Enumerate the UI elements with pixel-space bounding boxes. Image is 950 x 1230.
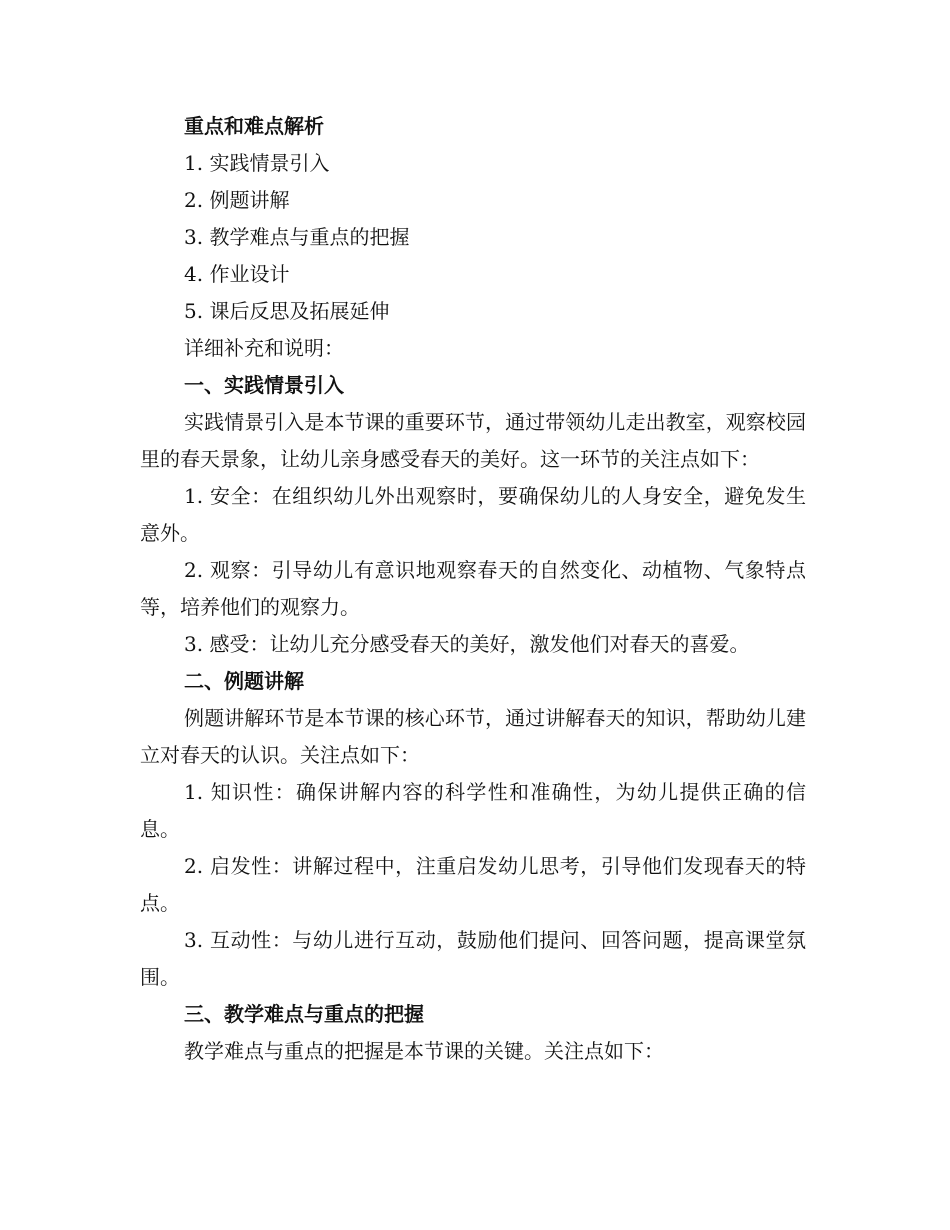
page-heading: 重点和难点解析	[184, 114, 324, 138]
outline-item: 3. 教学难点与重点的把握	[184, 225, 410, 249]
outline-item: 5. 课后反思及拓展延伸	[184, 299, 390, 323]
section-point: 2. 启发性：讲解过程中，注重启发幼儿思考，引导他们发现春天的特点。	[140, 854, 806, 915]
intro-text: 详细补充和说明：	[184, 336, 344, 360]
section-paragraph: 例题讲解环节是本节课的核心环节，通过讲解春天的知识，帮助幼儿建立对春天的认识。关注点如下：	[140, 706, 806, 767]
section-paragraph: 教学难点与重点的把握是本节课的关键。关注点如下：	[184, 1039, 664, 1063]
outline-item: 1. 实践情景引入	[184, 151, 330, 175]
section-title: 三、教学难点与重点的把握	[184, 1002, 424, 1026]
section-title: 一、实践情景引入	[184, 373, 344, 397]
section-point: 1. 安全：在组织幼儿外出观察时，要确保幼儿的人身安全，避免发生意外。	[140, 484, 806, 545]
document-body	[140, 108, 806, 1070]
section-point: 3. 互动性：与幼儿进行互动，鼓励他们提问、回答问题，提高课堂氛围。	[140, 928, 806, 989]
outline-item: 4. 作业设计	[184, 262, 290, 286]
outline-item: 2. 例题讲解	[184, 188, 290, 212]
section-title: 二、例题讲解	[184, 669, 304, 693]
section-point: 3. 感受：让幼儿充分感受春天的美好，激发他们对春天的喜爱。	[184, 632, 750, 656]
section-point: 1. 知识性：确保讲解内容的科学性和准确性，为幼儿提供正确的信息。	[140, 780, 806, 841]
section-point: 2. 观察：引导幼儿有意识地观察春天的自然变化、动植物、气象特点等，培养他们的观察力。	[140, 558, 806, 619]
section-paragraph: 实践情景引入是本节课的重要环节，通过带领幼儿走出教室，观察校园里的春天景象，让幼儿亲身感受春天的美好。这一环节的关注点如下：	[140, 410, 806, 471]
